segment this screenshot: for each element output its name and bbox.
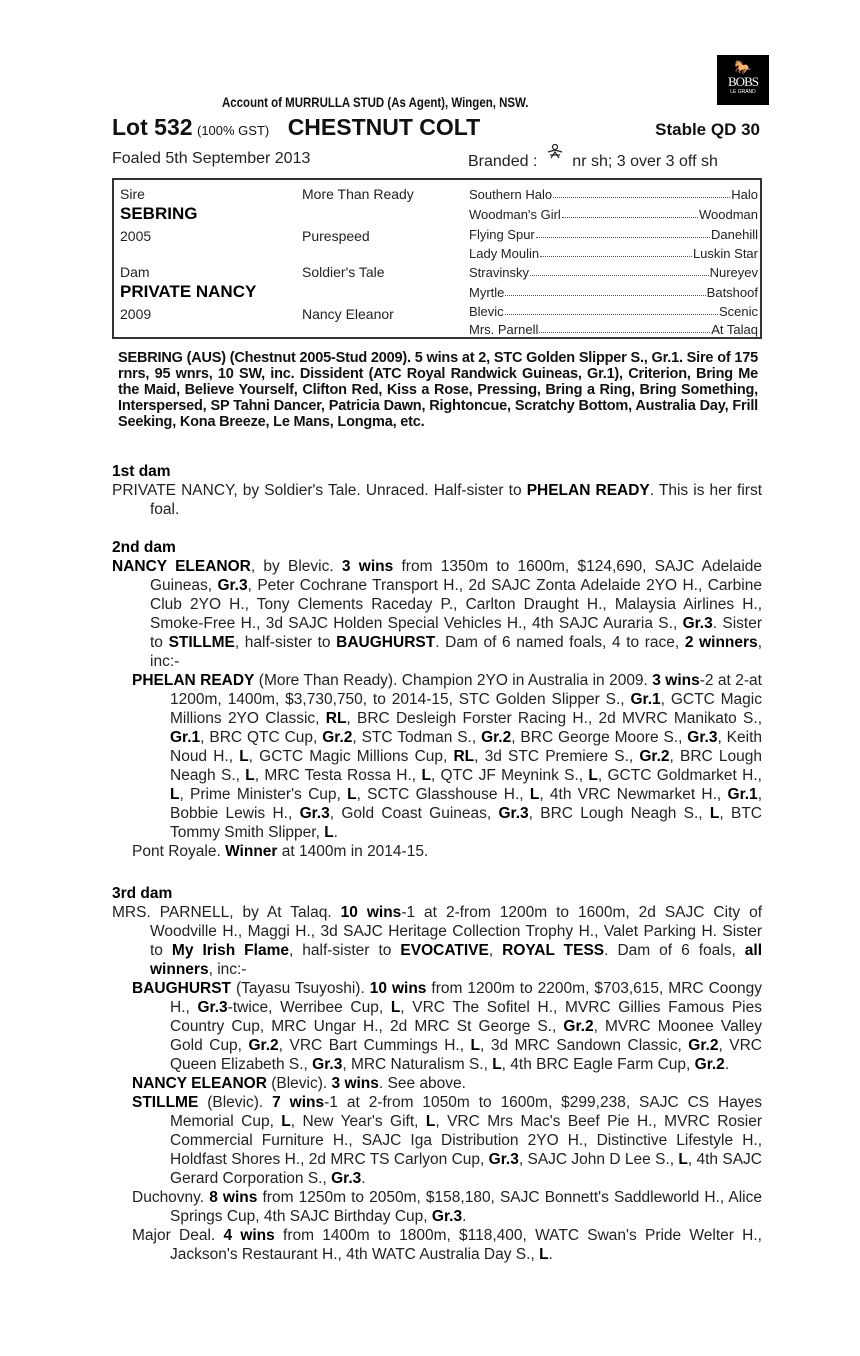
branded-info [468,150,718,171]
branded-label: Branded : [468,153,538,170]
logo-sub: LE GRAND [730,89,756,95]
branded-detail: nr sh; 3 over 3 off sh [572,153,718,170]
dam-dam: Nancy Eleanor [302,306,394,322]
foaled-date: Foaled 5th September 2013 [112,150,311,167]
horse-icon: 🐎 [734,59,752,75]
lot-number: Lot 532 [112,114,193,140]
progeny-entry: Duchovny. 8 wins from 1250m to 2050m, $158,180, SAJC Bonnett's Saddleworld H., Alice Springs Cup, 4th SAJC Birthday Cup, Gr.3. [132,1189,762,1225]
great-grandparent: Flying Spur Danehill [469,227,758,242]
dam-entry: MRS. PARNELL, by At Talaq. 10 wins-1 at 2-from 1200m to 1600m, 2d SAJC City of Woodville H., Maggi H., 3d SAJC Heritage Collection Trophy H., Valet Parking H. Sister to My Irish Flame, half-sister to EVOCATIVE, ROYAL TESS. Dam of 6 foals, all winners, inc:- [112,904,763,978]
pedigree-table [112,178,762,339]
stable-location: Stable QD 30 [655,120,760,139]
dam-sire: Soldier's Tale [302,264,385,280]
great-grandparent: Woodman's Girl Woodman [469,207,758,222]
progeny-entry: PHELAN READY (More Than Ready). Champion 2YO in Australia in 2009. 3 wins-2 at 2-at 1200m, 1400m, $3,730,750, to 2014-15, STC Golden Slipper S., Gr.1, GCTC Magic Millions 2YO Classic, RL, BRC Desleigh Forster Racing H., 2d MVRC Manikato S., Gr.1, BRC QTC Cup, Gr.2, STC Todman S., Gr.2, BRC George Moore S., Gr.3, Keith Noud H., L, GCTC Magic Millions Cup, RL, 3d STC Premiere S., Gr.2, BRC Lough Neagh S., L, MRC Testa Rossa H., L, QTC JF Meynink S., L, GCTC Goldmarket H., L, Prime Minister's Cup, L, SCTC Glasshouse H., L, 4th VRC Newmarket H., Gr.1, Bobbie Lewis H., Gr.3, Gold Coast Guineas, Gr.3, BRC Lough Neagh S., L, BTC Tommy Smith Slipper, L. [132,672,763,841]
granddam: Purespeed [302,228,370,244]
progeny-entry: Pont Royale. Winner at 1400m in 2014-15. [132,843,429,860]
dam-entry: NANCY ELEANOR, by Blevic. 3 wins from 1350m to 1600m, $124,690, SAJC Adelaide Guineas, Gr.3, Peter Cochrane Transport H., 2d SAJC Zonta Adelaide 2YO H., Carbine Club 2YO H., Tony Clements Raceday P., Carlton Draught H., Malaysia Airlines H., Smoke-Free H., 3d SAJC Holden Special Vehicles H., 4th SAJC Auraria S., Gr.3. Sister to STILLME, half-sister to BAUGHURST. Dam of 6 named foals, 4 to race, 2 winners, inc:- [112,558,763,670]
great-grandparent: Lady Moulin Luskin Star [469,246,758,261]
brand-mark-icon [546,144,564,163]
auction-house-logo [717,55,769,105]
first-dam-section [112,462,762,519]
section-heading: 2nd dam [112,539,176,556]
third-dam-section [112,884,762,1264]
progeny-entry: NANCY ELEANOR (Blevic). 3 wins. See above. [132,1075,466,1092]
logo-brand: BOBS [728,74,758,89]
progeny-entry: Major Deal. 4 wins from 1400m to 1800m, $118,400, WATC Swan's Pride Welter H., Jackson's Restaurant H., 4th WATC Australia Day S., L. [132,1227,762,1263]
great-grandparent: Mrs. Parnell At Talaq [469,322,758,337]
dam-year: 2009 [120,306,152,322]
vendor-account: Account of MURRULLA STUD (As Agent), Wingen, NSW. [222,94,529,110]
great-grandparent: Stravinsky Nureyev [469,265,758,280]
section-heading: 1st dam [112,463,171,480]
great-grandparent: Southern Halo Halo [469,187,758,202]
progeny-entry: STILLME (Blevic). 7 wins-1 at 2-from 1050m to 1600m, $299,238, SAJC CS Hayes Memorial Cup, L, New Year's Gift, L, VRC Mrs Mac's Beef Pie H., MVRC Rosier Commercial Furniture H., SAJC Iga Distribution 2YO H., Distinctive Lifestyle H., Holdfast Shores H., 2d MRC TS Carlyon Cup, Gr.3, SAJC John D Lee S., L, 4th SAJC Gerard Corporation S., Gr.3. [132,1094,762,1187]
great-grandparent: Myrtle Batshoof [469,285,758,300]
second-dam-section [112,538,762,861]
sire-year: 2005 [120,228,152,244]
sire-label: Sire [120,186,145,202]
progeny-entry: BAUGHURST (Tayasu Tsuyoshi). 10 wins from 1200m to 2200m, $703,615, MRC Coongy H., Gr.3-twice, Werribee Cup, L, VRC The Sofitel H., MVRC Gillies Famous Pies Country Cup, MRC Ungar H., 2d MRC St George S., Gr.2, MVRC Moonee Valley Gold Cup, Gr.2, VRC Bart Cummings H., L, 3d MRC Sandown Classic, Gr.2, VRC Queen Elizabeth S., Gr.3, MRC Naturalism S., L, 4th BRC Eagle Farm Cup, Gr.2. [132,980,763,1073]
section-heading: 3rd dam [112,885,173,902]
lot-header [112,114,760,142]
grandsire: More Than Ready [302,186,414,202]
lot-title: CHESTNUT COLT [287,114,481,140]
gst-note: (100% GST) [196,123,270,138]
great-grandparent: Blevic Scenic [469,304,758,319]
sire-summary: SEBRING (AUS) (Chestnut 2005-Stud 2009). 5 wins at 2, STC Golden Slipper S., Gr.1. Sire of 175 rnrs, 95 wnrs, 10 SW, inc. Dissident (ATC Royal Randwick Guineas, Gr.1), Criterion, Bring Me the Maid, Believe Yourself, Clifton Red, Kiss a Rose, Pressing, Bring a Ring, Bring Something, Interspersed, SP Tahni Dancer, Patricia Dawn, Rightoncue, Scratchy Bottom, Australia Day, Frill Seeking, Kona Breeze, Le Mans, Longma, etc. [118,350,758,430]
dam-entry: PRIVATE NANCY, by Soldier's Tale. Unraced. Half-sister to PHELAN READY. This is her first foal. [112,482,762,518]
dam-label: Dam [120,264,150,280]
dam-name: PRIVATE NANCY [120,282,257,301]
sire-name: SEBRING [120,204,198,223]
